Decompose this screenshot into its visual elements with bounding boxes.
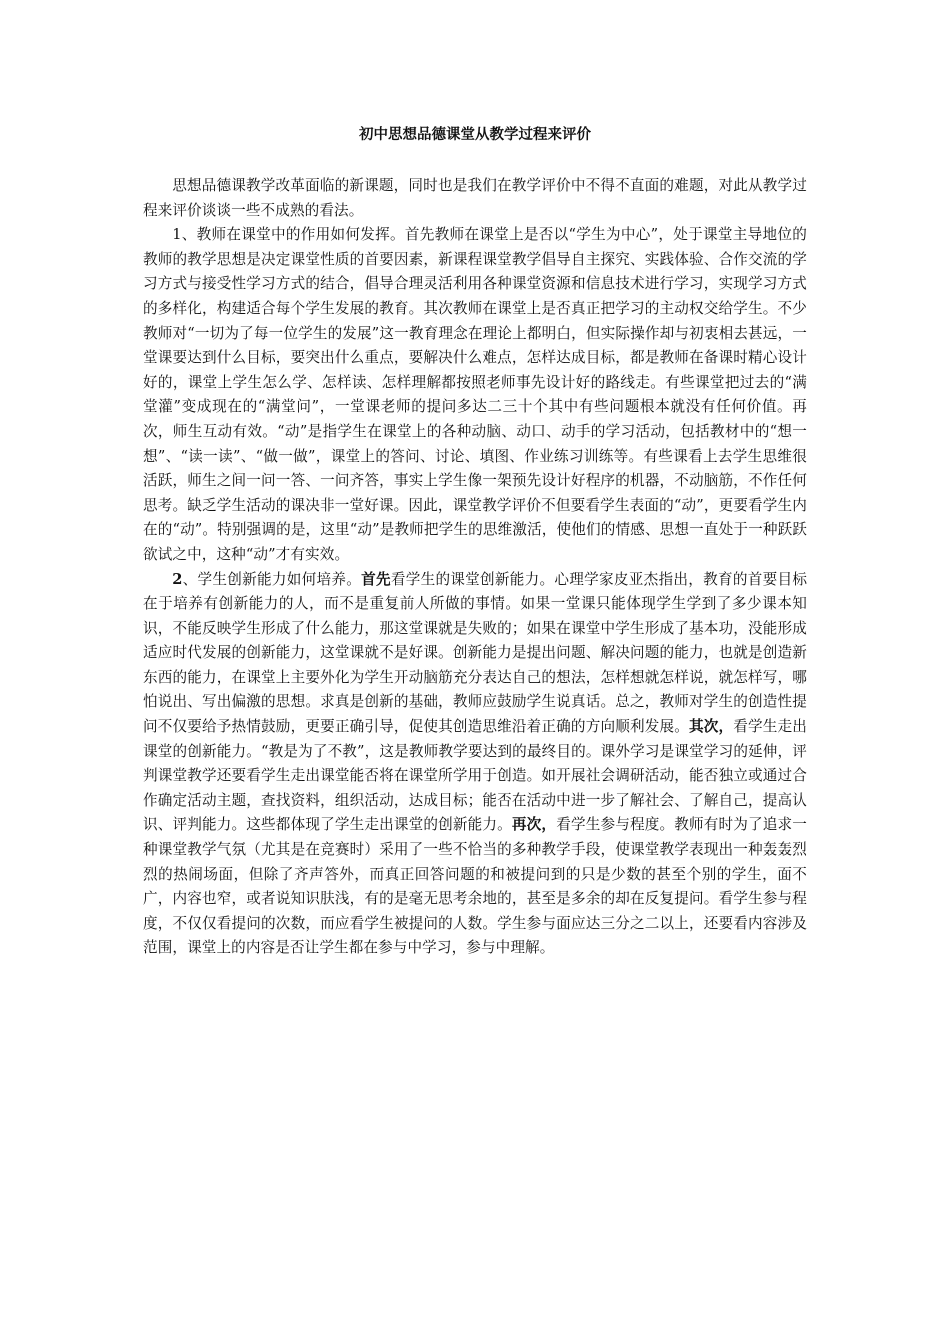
intro-paragraph: 思想品德课教学改革面临的新课题，同时也是我们在教学评价中不得不直面的难题，对此从教学过程来评价谈谈一些不成熟的看法。 [143,177,807,219]
section-1-paragraph: 1、教师在课堂中的作用如何发挥。首先教师在课堂上是否以“学生为中心”，处于课堂主导地位的教师的教学思想是决定课堂性质的首要因素，新课程课堂教学倡导自主探究、实践体验、合作交流的学习方式与接受性学习方式的结合，倡导合理灵活利用各种课堂资源和信息技术进行学习，实现学习方式的多样化，构建适合每个学生发展的教育。其次教师在课堂上是否真正把学习的主动权交给学生。不少教师对“一切为了每一位学生的发展”这一教育理念在理论上都明白，但实际操作却与初衷相去甚远，一堂课要达到什么目标，要突出什么重点，要解决什么难点，怎样达成目标，都是教师在备课时精心设计好的，课堂上学生怎么学、怎样读、怎样理解都按照老师事先设计好的路线走。有些课堂把过去的“满堂灌”变成现在的“满堂问”，一堂课老师的提问多达二三十个其中有些问题根本就没有任何价值。再次，师生互动有效。“动”是指学生在课堂上的各种动脑、动口、动手的学习活动，包括教材中的“想一想”、“读一读”、“做一做”，课堂上的答问、讨论、填图、作业练习训练等。有些课看上去学生思维很活跃，师生之间一问一答、一问齐答，事实上学生像一架预先设计好程序的机器，不动脑筋，不作任何思考。缺乏学生活动的课决非一堂好课。因此，课堂教学评价不但要看学生表面的“动”，更要看学生内在的“动”。特别强调的是，这里“动”是教师把学生的思维激活，使他们的情感、思想一直处于一种跃跃欲试之中，这种“动”才有实效。 [143,226,807,563]
section-2-text-c: 看学生参与程度。教师有时为了追求一种课堂教学气氛（尤其是在竞赛时）采用了一些不恰当的多种教学手段，使课堂教学表现出一种轰轰烈烈的热闹场面，但除了齐声答外，而真正回答问题的和被提问到的只是少数的甚至个别的学生，面不广，内容也窄，或者说知识肤浅，有的是毫无思考余地的，甚至是多余的却在反复提问。看学生参与程度，不仅仅看提问的次数，而应看学生被提问的人数。学生参与面应达三分之二以上，还要看内容涉及范围，课堂上的内容是否让学生都在参与中学习，参与中理解。 [143,816,807,957]
document-page [143,118,807,961]
section-2-number: 2 [172,570,183,588]
bold-first: 首先 [361,570,391,588]
bold-second: 其次， [688,718,734,736]
document-title: 初中思想品德课堂从教学过程来评价 [359,126,591,143]
section-2-text-b: 看学生走出课堂的创新能力。“教是为了不教”，这是教师教学要达到的最终目的。课外学习是课堂学习的延伸，评判课堂教学还要看学生走出课堂能否将在课堂所学用于创造。如开展社会调研活动，能否独立或通过合作确定活动主题，查找资料，组织活动，达成目标；能否在活动中进一步了解社会、了解自己，提高认识、评判能力。这些都体现了学生走出课堂的创新能力。 [143,718,807,834]
section-2-paragraph [143,568,807,962]
section-2-heading: 、学生创新能力如何培养。 [182,570,362,588]
section-2-text-a: 看学生的课堂创新能力。心理学家皮亚杰指出，教育的首要目标在于培养有创新能力的人，而不是重复前人所做的事情。如果一堂课只能体现学生学到了多少课本知识，不能反映学生形成了什么能力，那这堂课就是失败的；如果在课堂中学生形成了基本功，没能形成适应时代发展的创新能力，这堂课就不是好课。创新能力是提出问题、解决问题的能力，也就是创造新东西的能力，在课堂上主要外化为学生开动脑筋充分表达自己的想法，怎样想就怎样说，就怎样写，哪怕说出、写出偏激的思想。求真是创新的基础，教师应鼓励学生说真话。总之，教师对学生的创造性提问不仅要给予热情鼓励，更要正确引导，促使其创造思维沿着正确的方向顺利发展。 [143,570,808,736]
bold-third: 再次， [511,816,557,834]
